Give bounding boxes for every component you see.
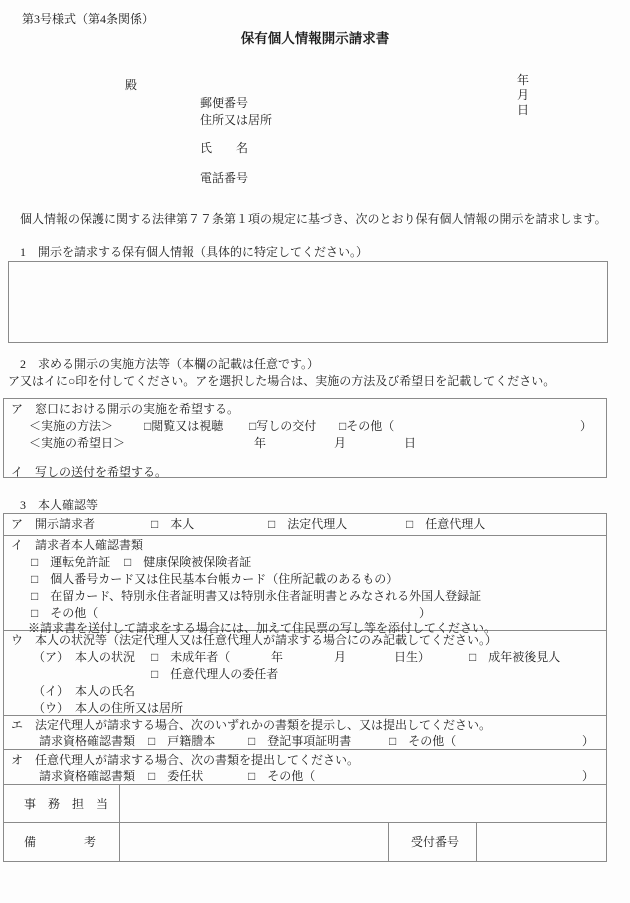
checkbox-adult-ward[interactable]: □ 成年被後見人 [469, 650, 561, 664]
checkbox-power-of-attorney[interactable]: □ 委任状 [148, 769, 204, 783]
date-year-label: 年 [517, 73, 530, 87]
checkbox-residence-card[interactable]: □ 在留カード、特別永住者証明書又は特別永住者証明書とみなされる外国人登録証 [31, 589, 482, 603]
method-other-paren-close: ） [579, 419, 592, 433]
row-legal-representative-docs [4, 716, 606, 750]
mail-request-note: ※請求書を送付して請求をする場合には、加えて住民票の写し等を添付してください。 [28, 621, 497, 635]
row-office-use-remarks [4, 823, 606, 861]
checkbox-method-view[interactable]: □閲覧又は視聴 [144, 419, 224, 433]
checkbox-legal-doc-other[interactable]: □ その他（ [389, 734, 457, 748]
receipt-number-input-area[interactable] [477, 823, 606, 861]
checkbox-health-insurance[interactable]: □ 健康保険被保険者証 [124, 555, 252, 569]
minor-day-label: 日生） [394, 650, 431, 664]
staff-label: 事 務 担 当 [24, 797, 109, 811]
checkbox-drivers-license[interactable]: □ 運転免許証 [31, 555, 111, 569]
section1-heading: 1 開示を請求する保有個人情報（具体的に特定してください。） [20, 245, 369, 259]
checkbox-registration-certificate[interactable]: □ 登記事項証明書 [248, 734, 352, 748]
row-requester-type [4, 514, 606, 536]
date-month-label: 月 [517, 88, 530, 102]
checkbox-family-register[interactable]: □ 戸籍謄本 [148, 734, 216, 748]
identity-verification-table [3, 513, 607, 862]
staff-input-area[interactable] [120, 785, 606, 822]
remarks-input-area[interactable] [120, 823, 389, 861]
legal-statement: 個人情報の保護に関する法律第７７条第１項の規定に基づき、次のとおり保有個人情報の開示を請求します。 [20, 212, 607, 226]
postal-code-label: 郵便番号 [200, 96, 249, 110]
checkbox-self[interactable]: □ 本人 [151, 517, 195, 531]
identity-documents-label: イ 請求者本人確認書類 [11, 538, 144, 552]
checkbox-voluntary-representative[interactable]: □ 任意代理人 [406, 517, 486, 531]
principal-situation-label: （ア） 本人の状況 [33, 650, 136, 664]
phone-label: 電話番号 [200, 171, 249, 185]
checkbox-delegator[interactable]: □ 任意代理人の委任者 [151, 667, 279, 681]
qualification-docs-label-e: 請求資格確認書類 [39, 769, 136, 783]
principal-status-label: ウ 本人の状況等（法定代理人又は任意代理人が請求する場合にのみ記載してください。） [11, 633, 498, 647]
checkbox-document-other[interactable]: □ その他（ [31, 606, 99, 620]
address-label: 住所又は居所 [200, 113, 273, 127]
method-label: ＜実施の方法＞ [29, 419, 114, 433]
checkbox-mynumber-card[interactable]: □ 個人番号カード又は住民基本台帳カード（住所記載のあるもの） [31, 572, 399, 586]
checkbox-method-other[interactable]: □その他（ [339, 419, 395, 433]
receipt-number-label: 受付番号 [411, 835, 460, 849]
desired-day-label: 日 [404, 436, 417, 450]
requested-info-input-area[interactable] [8, 261, 608, 343]
row-voluntary-representative-docs [4, 750, 606, 785]
checkbox-legal-representative[interactable]: □ 法定代理人 [268, 517, 348, 531]
qualification-docs-label-d: 請求資格確認書類 [39, 734, 136, 748]
option-b-copy-mail[interactable]: イ 写しの送付を希望する。 [11, 465, 168, 479]
form-title: 保有個人情報開示請求書 [240, 31, 390, 46]
desired-date-label: ＜実施の希望日＞ [29, 436, 126, 450]
voluntary-representative-docs-label: オ 任意代理人が請求する場合、次の書類を提出してください。 [11, 753, 360, 767]
row-identity-documents [4, 536, 606, 635]
legal-doc-other-paren-close: ） [581, 734, 594, 748]
row-office-use-staff [4, 785, 606, 823]
checkbox-method-copy[interactable]: □写しの交付 [249, 419, 317, 433]
minor-month-label: 月 [334, 650, 347, 664]
minor-year-label: 年 [271, 650, 284, 664]
addressee-label: 殿 [125, 78, 138, 92]
name-label: 氏 名 [200, 141, 249, 155]
date-day-label: 日 [517, 103, 530, 117]
principal-name-label: （イ） 本人の氏名 [33, 684, 136, 698]
date-line [505, 58, 557, 133]
receipt-number-label-cell [389, 823, 477, 861]
document-other-paren-close: ） [419, 606, 432, 620]
section2-note: ア又はイに○印を付してください。アを選択した場合は、実施の方法及び希望日を記載してください。 [8, 374, 556, 388]
section2-options-box [3, 398, 607, 478]
checkbox-minor[interactable]: □ 未成年者（ [151, 650, 231, 664]
option-a-window-disclosure[interactable]: ア 窓口における開示の実施を希望する。 [11, 402, 240, 416]
section3-heading: 3 本人確認等 [20, 498, 99, 512]
row-principal-status [4, 631, 606, 716]
checkbox-voluntary-doc-other[interactable]: □ その他（ [248, 769, 316, 783]
legal-representative-docs-label: エ 法定代理人が請求する場合、次のいずれかの書類を提示し、又は提出してください。 [11, 718, 492, 732]
remarks-label: 備 考 [24, 835, 97, 849]
form-style-number: 第3号様式（第4条関係） [22, 12, 155, 26]
voluntary-doc-other-paren-close: ） [581, 769, 594, 783]
staff-label-cell [4, 785, 120, 822]
remarks-label-cell [4, 823, 120, 861]
principal-address-label: （ウ） 本人の住所又は居所 [33, 701, 184, 715]
desired-year-label: 年 [254, 436, 267, 450]
desired-month-label: 月 [334, 436, 347, 450]
section2-heading: 2 求める開示の実施方法等（本欄の記載は任意です。） [20, 357, 320, 371]
requester-type-label: ア 開示請求者 [11, 517, 96, 531]
